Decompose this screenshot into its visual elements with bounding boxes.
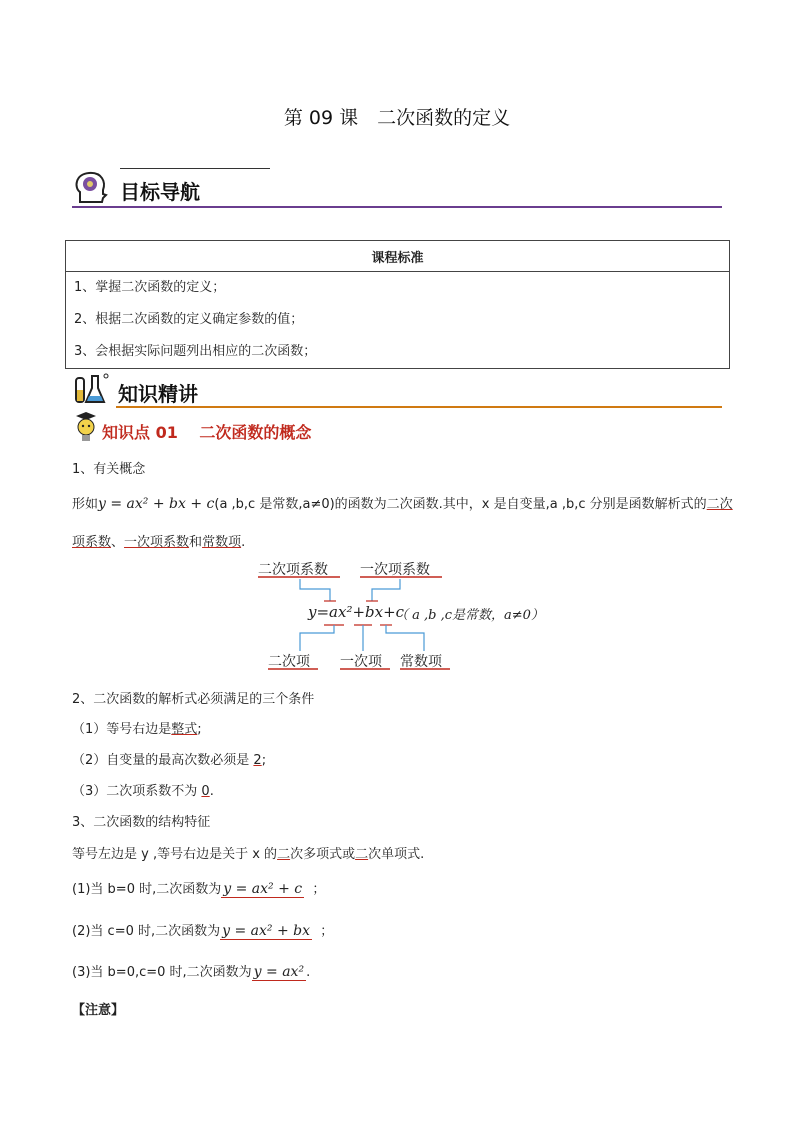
term-linear-coef: 一次项系数 bbox=[124, 535, 190, 550]
label-linear-coef: 一次项系数 bbox=[360, 562, 430, 578]
case2-formula: y = ax² + bx bbox=[222, 923, 311, 939]
structure-case-3: (3)当 b=0,c=0 时,二次函数为 y = ax² . bbox=[72, 964, 311, 980]
condition-3: （3）二次项系数不为 0. bbox=[72, 784, 214, 799]
condition-1: （1）等号右边是整式; bbox=[72, 722, 202, 737]
label-quadratic-coef: 二次项系数 bbox=[258, 562, 328, 578]
brain-head-icon bbox=[72, 168, 112, 208]
case1-formula: y = ax² + c bbox=[223, 881, 303, 897]
standards-list bbox=[66, 272, 730, 369]
diagram-condition: （ a ,b ,c是常数，a≠0） bbox=[395, 608, 544, 623]
standards-header: 课程标准 bbox=[66, 241, 730, 272]
knowledge-point-title: 知识点 01 二次函数的概念 bbox=[102, 423, 312, 442]
conditions-heading: 2、二次函数的解析式必须满足的三个条件 bbox=[72, 692, 315, 707]
standard-item-1: 1、掌握二次函数的定义； bbox=[74, 280, 226, 295]
structure-description: 等号左边是 y ,等号右边是关于 x 的二次多项式或二次单项式. bbox=[72, 847, 425, 862]
case3-formula: y = ax² bbox=[253, 964, 305, 980]
structure-case-2: (2)当 c=0 时,二次函数为 y = ax² + bx ； bbox=[72, 923, 334, 939]
formula-structure-diagram bbox=[240, 555, 560, 675]
course-standards-table bbox=[65, 240, 730, 369]
standard-item-3: 3、会根据实际问题列出相应的二次函数； bbox=[74, 344, 317, 359]
lightbulb-graduate-icon bbox=[72, 410, 100, 446]
term-quadratic-coef-part1: 二次 bbox=[706, 497, 733, 512]
lab-flask-icon bbox=[72, 368, 112, 408]
concept-heading: 1、有关概念 bbox=[72, 462, 146, 477]
section-title-target-nav: 目标导航 bbox=[120, 180, 200, 204]
concept-definition-line1: 形如y = ax² + bx + c(a ,b,c 是常数,a≠0)的函数为二次函数.其中，x 是自变量,a ,b,c 分别是函数解析式的二次 bbox=[72, 496, 733, 512]
label-linear-term: 一次项 bbox=[340, 654, 382, 670]
structure-heading: 3、二次函数的结构特征 bbox=[72, 815, 211, 830]
diagram-formula: y=ax²+bx+c bbox=[308, 603, 405, 621]
term-quadratic-coef-part2: 项系数 bbox=[72, 535, 112, 550]
section-header-target-nav bbox=[72, 168, 722, 208]
standard-item-2: 2、根据二次函数的定义确定参数的值； bbox=[74, 312, 304, 327]
general-formula: y = ax² + bx + c bbox=[98, 496, 215, 512]
note-label: 【注意】 bbox=[72, 1003, 125, 1018]
section-header-knowledge bbox=[72, 368, 722, 408]
structure-case-1: (1)当 b=0 时,二次函数为 y = ax² + c ； bbox=[72, 881, 326, 897]
concept-definition-line2: 项系数、一次项系数和常数项. bbox=[72, 535, 246, 550]
term-constant: 常数项 bbox=[202, 535, 242, 550]
label-quadratic-term: 二次项 bbox=[268, 654, 310, 670]
condition-2: （2）自变量的最高次数必须是 2; bbox=[72, 753, 267, 768]
label-constant-term: 常数项 bbox=[400, 654, 442, 670]
page-title: 第 09 课 二次函数的定义 bbox=[283, 107, 511, 129]
section-title-knowledge: 知识精讲 bbox=[118, 382, 198, 406]
